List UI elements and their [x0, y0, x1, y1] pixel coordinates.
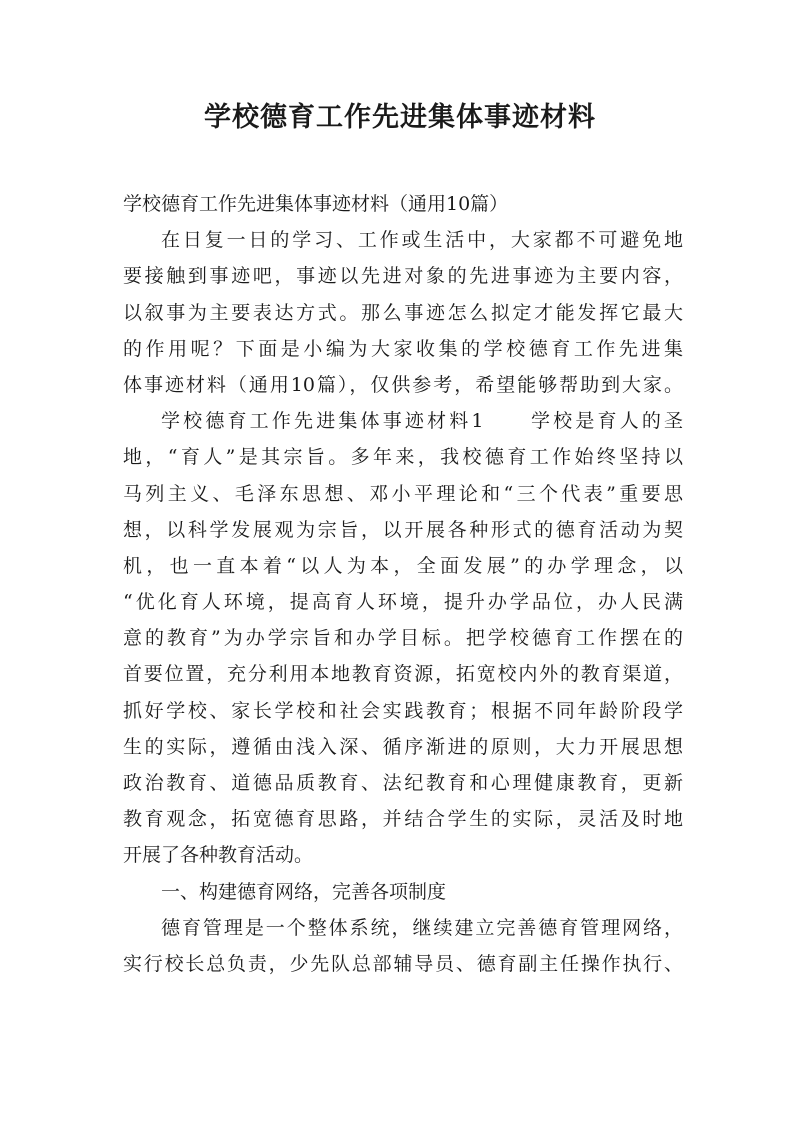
text-line: 意的教育”为办学宗旨和办学目标。把学校德育工作摆在的: [123, 627, 683, 650]
text-line: 的作用呢？下面是小编为大家收集的学校德育工作先进集: [123, 337, 683, 360]
document-title: 学校德育工作先进集体事迹材料: [204, 102, 596, 133]
text-line: 体事迹材料（通用10篇），仅供参考，希望能够帮助到大家。: [123, 373, 683, 396]
text-line: 地，“育人”是其宗旨。多年来，我校德育工作始终坚持以: [123, 446, 683, 469]
text-line: 一、构建德育网络，完善各项制度: [161, 880, 447, 903]
text-line: 马列主义、毛泽东思想、邓小平理论和“三个代表”重要思: [123, 482, 683, 505]
text-line: 首要位置，充分利用本地教育资源，拓宽校内外的教育渠道，: [123, 663, 683, 686]
text-line: 机，也一直本着“以人为本，全面发展”的办学理念，以: [123, 554, 683, 577]
text-line: 开展了各种教育活动。: [123, 844, 314, 867]
text-line: 学校德育工作先进集体事迹材料（通用10篇）: [123, 193, 509, 215]
text-line: 以叙事为主要表达方式。那么事迹怎么拟定才能发挥它最大: [123, 301, 683, 324]
text-line: 教育观念，拓宽德育思路，并结合学生的实际，灵活及时地: [123, 808, 683, 831]
text-line: 生的实际，遵循由浅入深、循序渐进的原则，大力开展思想: [123, 735, 683, 758]
text-line: 抓好学校、家长学校和社会实践教育；根据不同年龄阶段学: [123, 699, 683, 722]
document-body: [123, 186, 683, 982]
text-line: 学校德育工作先进集体事迹材料1 学校是育人的圣: [161, 410, 683, 433]
text-line: 想，以科学发展观为宗旨，以开展各种形式的德育活动为契: [123, 518, 683, 541]
text-line: 德育管理是一个整体系统，继续建立完善德育管理网络，: [161, 916, 683, 939]
text-line: 政治教育、道德品质教育、法纪教育和心理健康教育，更新: [123, 772, 683, 794]
text-line: “优化育人环境，提高育人环境，提升办学品位，办人民满: [123, 591, 683, 614]
text-line: 要接触到事迹吧，事迹以先进对象的先进事迹为主要内容，: [123, 265, 683, 288]
text-line: 在日复一日的学习、工作或生活中，大家都不可避免地: [161, 229, 683, 252]
text-line: 实行校长总负责，少先队总部辅导员、德育副主任操作执行、: [123, 952, 683, 975]
